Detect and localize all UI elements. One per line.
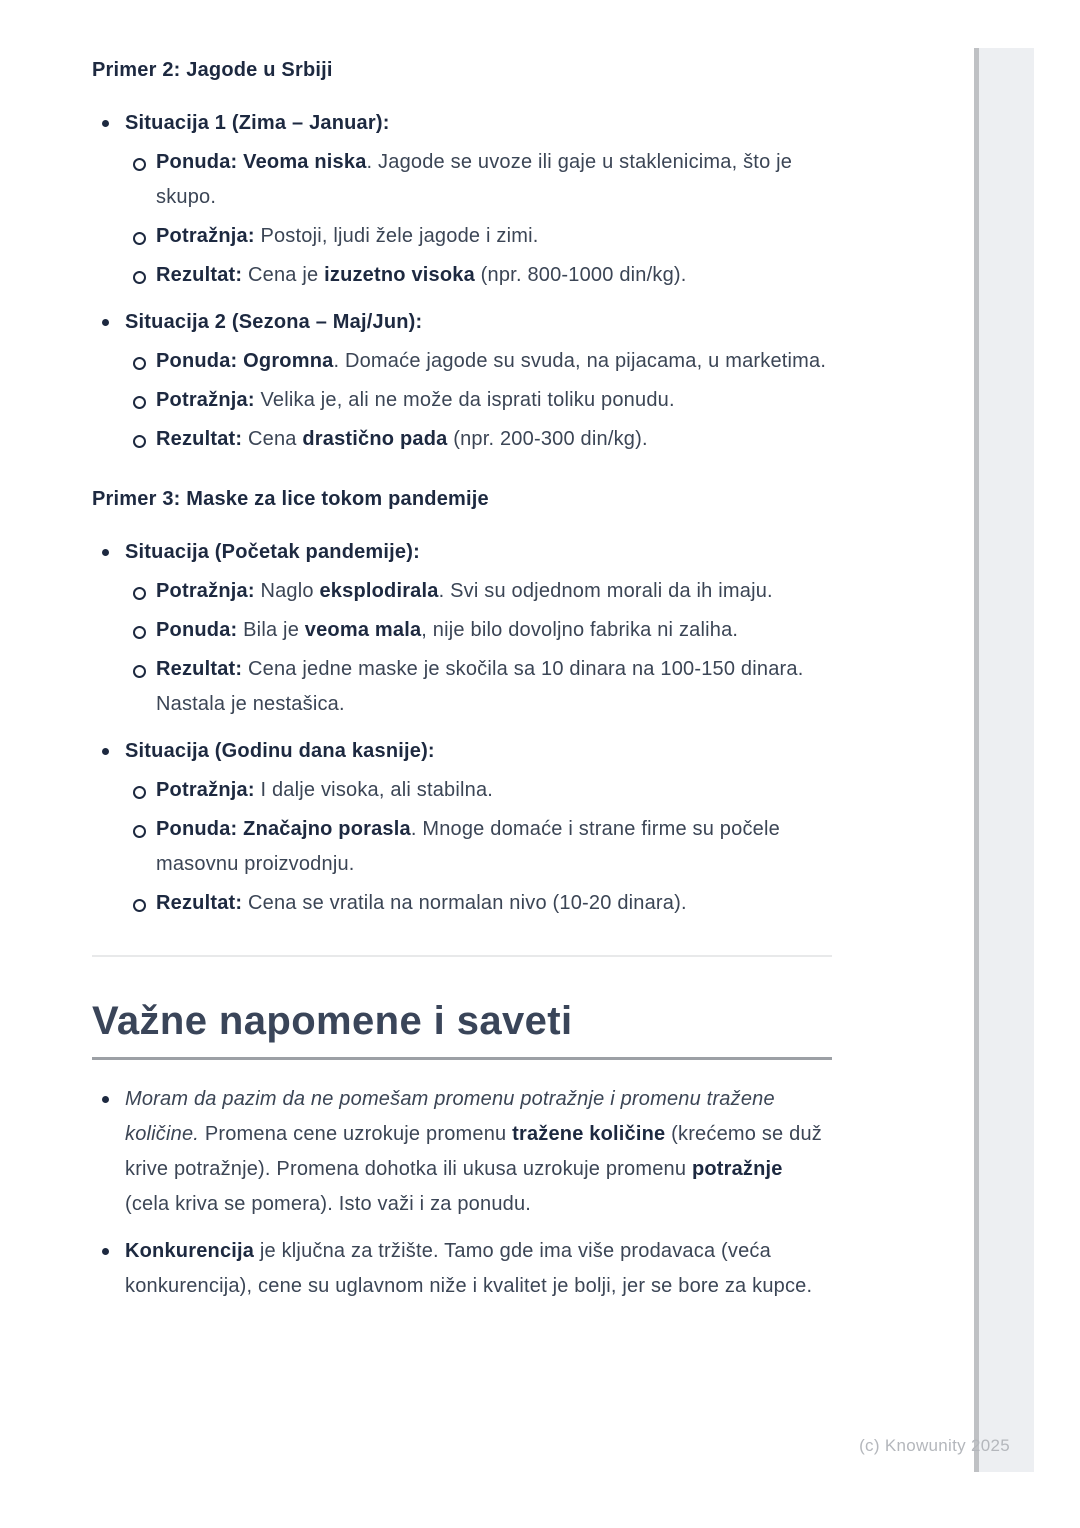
page-title: Važne napomene i saveti [92,999,573,1043]
text-segment: (npr. 200-300 din/kg). [447,428,648,450]
text-segment: Potražnja: [156,580,255,602]
text-segment: Situacija (Početak pandemije): [125,541,420,563]
text-segment: Cena [242,428,303,450]
list-item-text [125,734,832,769]
text-segment: Konkurencija [125,1240,255,1262]
sub-bullet-list [125,773,832,921]
list-item [92,734,832,921]
text-segment: Naglo [254,580,320,602]
sub-list-item [125,344,832,379]
next-page-edge-panel [974,48,1034,1472]
text-segment: (cela kriva se pomera). Isto važi i za ponudu. [125,1193,532,1215]
text-segment: drastično pada [302,428,448,450]
sub-bullet-list [125,344,832,457]
bullet-list [92,1082,832,1304]
title-underline [92,1057,832,1060]
text-segment: . Mnoge domaće i strane firme su počele masovnu proizvodnju. [156,818,780,875]
section-divider [92,955,832,957]
sub-list-item [125,652,832,722]
text-segment: Ponuda: [156,619,238,641]
bullet-list [92,106,832,457]
text-segment: (npr. 800-1000 din/kg). [474,264,687,286]
list-item-text [125,106,832,141]
sub-list-item [125,574,832,609]
text-segment: tražene količine [512,1123,666,1145]
sub-list-item [125,258,832,293]
section-subheading: Primer 2: Jagode u Srbiji [92,59,333,81]
text-segment: Potražnja: [156,389,255,411]
document-content [92,56,832,1304]
text-segment: Rezultat: [156,658,243,680]
list-item [92,1082,832,1222]
text-segment: Ponuda: Veoma niska [156,151,367,173]
list-item-text [125,1234,832,1304]
text-segment: Rezultat: [156,264,243,286]
text-segment: Cena je [242,264,325,286]
text-segment: Situacija 1 (Zima – Januar): [125,112,390,134]
sub-list-item [125,422,832,457]
text-segment: Cena jedne maske je skočila sa 10 dinara na 100-150 dinara. Nastala je nestašica. [156,658,804,715]
sub-list-item [125,219,832,254]
text-segment: Situacija 2 (Sezona – Maj/Jun): [125,311,423,333]
list-item [92,1234,832,1304]
bullet-list [92,535,832,921]
text-segment: Promena cene uzrokuje promenu [199,1123,513,1145]
text-segment: . Domaće jagode su svuda, na pijacama, u marketima. [333,350,827,372]
text-segment: Situacija (Godinu dana kasnije): [125,740,435,762]
text-segment: (krećemo se duž krive potražnje). Promena dohotka ili ukusa uzrokuje promenu [125,1123,822,1180]
text-segment: . Svi su odjednom morali da ih imaju. [438,580,773,602]
text-segment: , nije bilo dovoljno fabrika ni zaliha. [421,619,739,641]
text-segment: potražnje [691,1158,783,1180]
sub-bullet-list [125,574,832,722]
text-segment: Velika je, ali ne može da isprati toliku ponudu. [254,389,675,411]
sub-list-item [125,773,832,808]
text-segment: je ključna za tržište. Tamo gde ima više prodavaca (veća konkurencija), cene su uglavnom niže i kvalitet je bolji, jer se bore za kupce. [125,1240,813,1297]
text-segment: Ponuda: Značajno porasla [156,818,411,840]
text-segment: izuzetno visoka [324,264,475,286]
text-segment: Cena se vratila na normalan nivo (10-20 dinara). [242,892,687,914]
list-item-text [125,305,832,340]
text-segment: Rezultat: [156,892,243,914]
sub-list-item [125,613,832,648]
section-subheading: Primer 3: Maske za lice tokom pandemije [92,488,489,510]
list-item-text [125,1082,832,1222]
sub-list-item [125,145,832,215]
text-segment: Bila je [237,619,305,641]
text-segment: Potražnja: [156,779,255,801]
text-segment: . Jagode se uvoze ili gaje u staklenicima, što je skupo. [156,151,793,208]
text-segment: Potražnja: [156,225,255,247]
copyright-watermark: (c) Knowunity 2025 [859,1436,1010,1455]
sub-list-item [125,812,832,882]
list-item-text [125,535,832,570]
sub-bullet-list [125,145,832,293]
text-segment: eksplodirala [319,580,439,602]
text-segment: veoma mala [304,619,422,641]
text-segment: Rezultat: [156,428,243,450]
sub-list-item [125,886,832,921]
text-segment: Ponuda: Ogromna [156,350,334,372]
text-segment: I dalje visoka, ali stabilna. [254,779,494,801]
text-segment: Postoji, ljudi žele jagode i zimi. [254,225,539,247]
list-item [92,535,832,722]
list-item [92,305,832,457]
text-segment: Moram da pazim da ne pomešam promenu potražnje i promenu tražene količine. [125,1088,775,1145]
sub-list-item [125,383,832,418]
list-item [92,106,832,293]
